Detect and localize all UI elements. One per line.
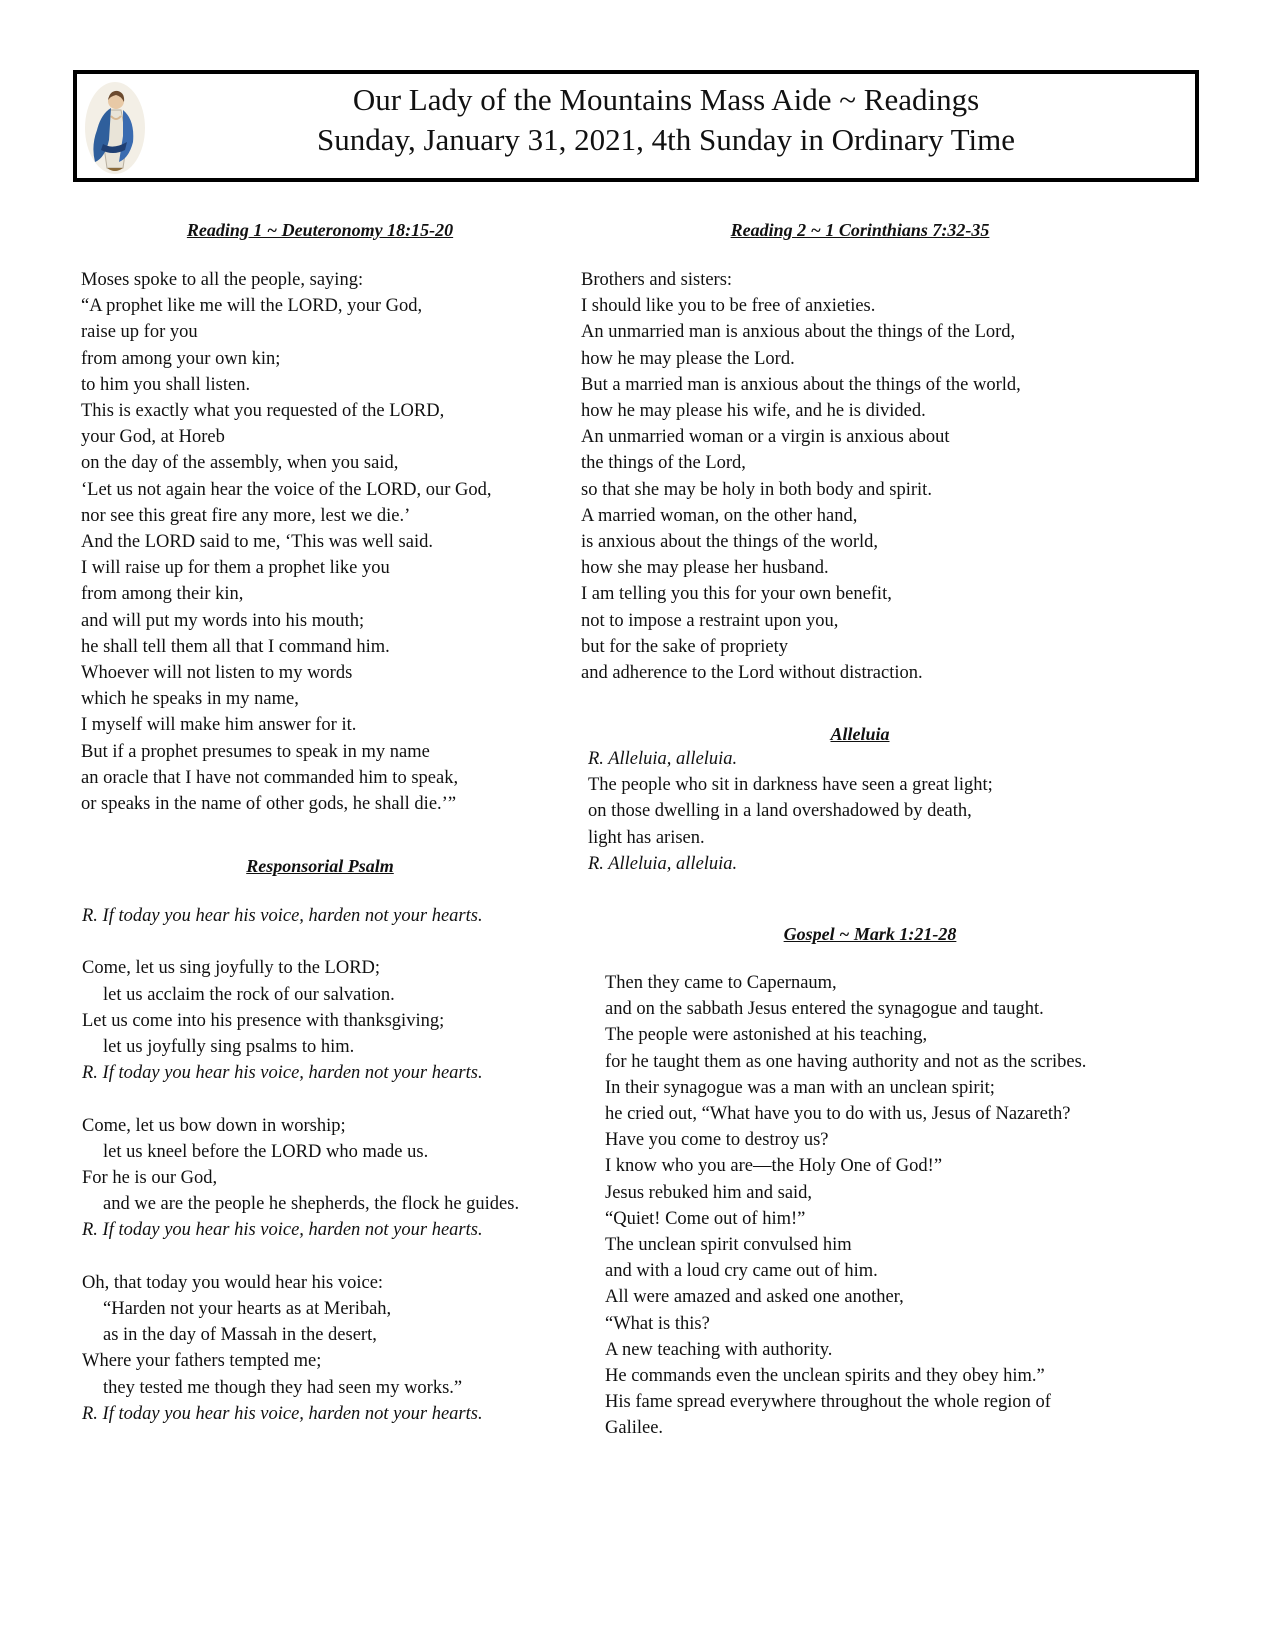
gospel-heading: Gospel ~ Mark 1:21-28 (783, 924, 957, 944)
reading2-line: but for the sake of propriety (581, 636, 789, 657)
reading2-line: the things of the Lord, (581, 453, 746, 474)
reading2-line: An unmarried man is anxious about the things of the Lord, (581, 322, 1016, 343)
gospel-line: In their synagogue was a man with an unclean spirit; (605, 1077, 995, 1098)
reading2-line: how he may please his wife, and he is divided. (581, 401, 926, 422)
spacer (82, 929, 519, 955)
psalm-response: R. If today you hear his voice, harden not your hearts. (82, 1220, 483, 1241)
psalm-line: as in the day of Massah in the desert, (103, 1325, 377, 1346)
psalm-line: “Harden not your hearts as at Meribah, (103, 1299, 392, 1319)
reading1-heading: Reading 1 ~ Deuteronomy 18:15-20 (186, 220, 454, 240)
reading1-line: from among your own kin; (81, 348, 281, 369)
reading1-line: ‘Let us not again hear the voice of the LORD, our God, (81, 479, 492, 500)
psalm-response: R. If today you hear his voice, harden not your hearts. (82, 906, 483, 926)
psalm-line: let us acclaim the rock of our salvation. (103, 984, 395, 1005)
gospel-line: and with a loud cry came out of him. (605, 1261, 878, 1282)
header-box (73, 70, 1199, 182)
reading1-line: Whoever will not listen to my words (81, 663, 353, 684)
gospel-line: All were amazed and asked one another, (605, 1287, 904, 1308)
madonna-image (83, 80, 147, 176)
alleluia-response: R. Alleluia, alleluia. (588, 749, 738, 769)
gospel-text (605, 970, 1086, 1442)
reading2-line: how he may please the Lord. (581, 348, 795, 369)
reading1-line: I will raise up for them a prophet like you (81, 558, 390, 579)
reading2-heading: Reading 2 ~ 1 Corinthians 7:32-35 (730, 220, 990, 240)
alleluia-heading: Alleluia (830, 724, 890, 744)
spacer (82, 1244, 519, 1270)
gospel-line: Galilee. (605, 1418, 664, 1439)
reading1-line: raise up for you (81, 322, 198, 343)
reading1-line: or speaks in the name of other gods, he shall die.’” (81, 794, 457, 815)
gospel-line: and on the sabbath Jesus entered the synagogue and taught. (605, 999, 1044, 1020)
gospel-line: His fame spread everywhere throughout the whole region of (605, 1392, 1051, 1413)
psalm-response: R. If today you hear his voice, harden not your hearts. (82, 1403, 483, 1424)
reading2-line: not to impose a restraint upon you, (581, 610, 839, 631)
psalm-line: Come, let us bow down in worship; (82, 1115, 346, 1136)
reading2-line: But a married man is anxious about the things of the world, (581, 374, 1021, 395)
alleluia-line: The people who sit in darkness have seen a great light; (588, 775, 993, 796)
gospel-line: he cried out, “What have you to do with us, Jesus of Nazareth? (605, 1104, 1071, 1125)
reading1-line: Moses spoke to all the people, saying: (81, 270, 364, 290)
reading2-line: I should like you to be free of anxieties. (581, 296, 876, 317)
gospel-line: The unclean spirit convulsed him (605, 1235, 852, 1256)
reading1-line: But if a prophet presumes to speak in my name (81, 741, 430, 762)
reading1-line: And the LORD said to me, ‘This was well said. (81, 532, 433, 553)
gospel-line: He commands even the unclean spirits and they obey him.” (605, 1366, 1045, 1387)
psalm-line: let us kneel before the LORD who made us. (103, 1141, 429, 1162)
reading1-line: which he speaks in my name, (81, 689, 299, 710)
alleluia-text (588, 746, 993, 877)
reading2-line: A married woman, on the other hand, (581, 505, 858, 526)
psalm-line: Where your fathers tempted me; (82, 1351, 322, 1372)
spacer (82, 1086, 519, 1112)
reading2-line: how she may please her husband. (581, 558, 829, 579)
psalm-line: let us joyfully sing psalms to him. (103, 1037, 355, 1057)
psalm-line: Let us come into his presence with thanksgiving; (82, 1010, 445, 1031)
reading2-line: so that she may be holy in both body and spirit. (581, 479, 932, 500)
reading2-line: Brothers and sisters: (581, 270, 733, 290)
reading1-line: an oracle that I have not commanded him to speak, (81, 767, 459, 788)
reading1-line: “A prophet like me will the LORD, your God, (81, 296, 423, 317)
psalm-heading: Responsorial Psalm (246, 856, 394, 876)
reading2-line: is anxious about the things of the world, (581, 532, 878, 553)
reading1-line: I myself will make him answer for it. (81, 715, 357, 736)
page-subtitle: Sunday, January 31, 2021, 4th Sunday in Ordinary Time (316, 122, 1016, 157)
gospel-line: Have you come to destroy us? (605, 1130, 829, 1151)
reading1-text (81, 267, 491, 817)
gospel-line: Then they came to Capernaum, (605, 973, 837, 993)
reading2-line: and adherence to the Lord without distraction. (581, 663, 923, 684)
page-title: Our Lady of the Mountains Mass Aide ~ Readings (352, 82, 980, 117)
reading2-line: I am telling you this for your own benefit, (581, 584, 892, 605)
psalm-line: they tested me though they had seen my works.” (103, 1377, 463, 1398)
psalm-response: R. If today you hear his voice, harden not your hearts. (82, 1063, 483, 1084)
psalm-line: and we are the people he shepherds, the flock he guides. (103, 1194, 520, 1215)
alleluia-line: on those dwelling in a land overshadowed by death, (588, 801, 972, 822)
reading1-line: he shall tell them all that I command him. (81, 636, 390, 657)
gospel-line: I know who you are—the Holy One of God!” (605, 1156, 943, 1177)
psalm-line: Oh, that today you would hear his voice: (82, 1272, 384, 1293)
reading1-line: on the day of the assembly, when you said, (81, 453, 399, 474)
reading1-line: from among their kin, (81, 584, 244, 605)
gospel-line: A new teaching with authority. (605, 1339, 833, 1360)
alleluia-response: R. Alleluia, alleluia. (588, 853, 738, 874)
alleluia-line: light has arisen. (588, 827, 705, 848)
gospel-line: The people were astonished at his teaching, (605, 1025, 928, 1046)
psalm-line: Come, let us sing joyfully to the LORD; (82, 958, 381, 979)
gospel-line: “What is this? (605, 1313, 710, 1334)
reading2-line: An unmarried woman or a virgin is anxious about (581, 427, 950, 448)
reading1-line: your God, at Horeb (81, 427, 225, 448)
gospel-line: “Quiet! Come out of him!” (605, 1208, 806, 1229)
reading1-line: This is exactly what you requested of the LORD, (81, 401, 445, 422)
gospel-line: for he taught them as one having authority and not as the scribes. (605, 1051, 1087, 1072)
gospel-line: Jesus rebuked him and said, (605, 1182, 813, 1203)
reading1-line: to him you shall listen. (81, 374, 251, 395)
reading1-line: and will put my words into his mouth; (81, 610, 365, 631)
reading2-text (581, 267, 1021, 686)
reading1-line: nor see this great fire any more, lest we die.’ (81, 505, 411, 526)
psalm-line: For he is our God, (82, 1168, 218, 1188)
psalm-text (82, 903, 519, 1427)
